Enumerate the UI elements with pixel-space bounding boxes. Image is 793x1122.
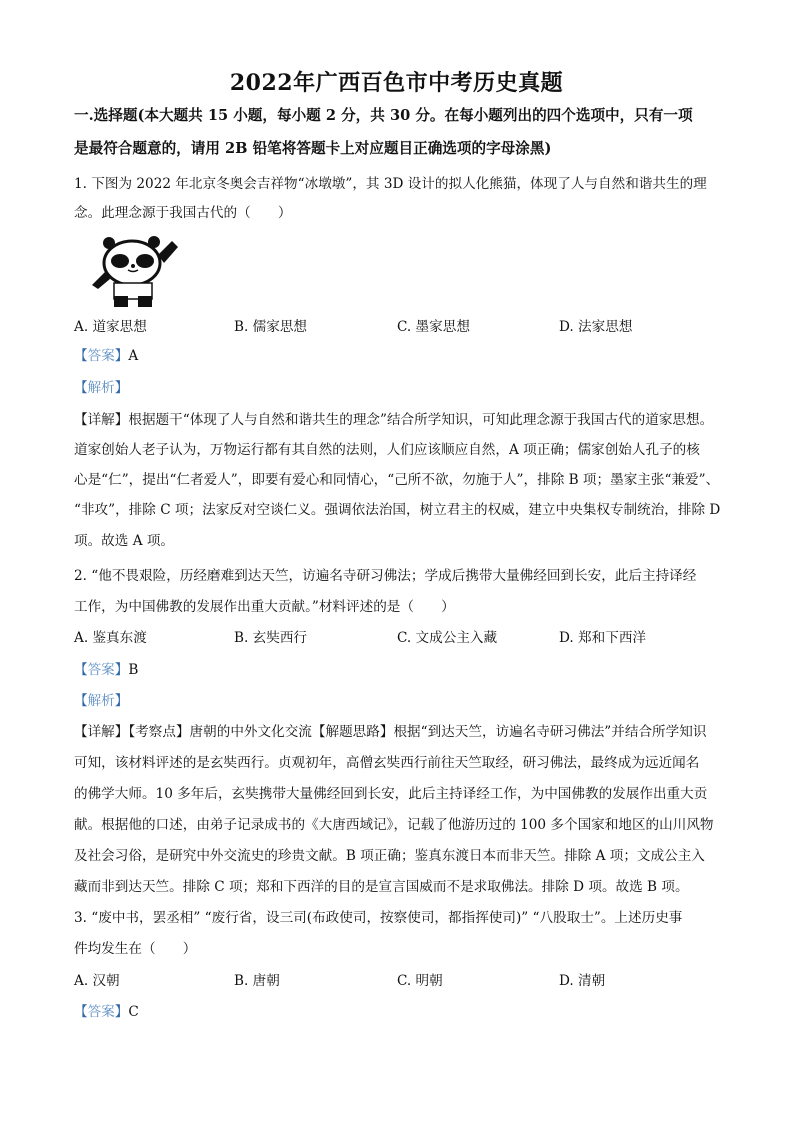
question-3-stem-line-2: 件均发生在（ ） — [74, 941, 197, 957]
question-2-analysis-heading — [74, 691, 734, 711]
question-2-option-d: D. 郑和下西洋 — [559, 630, 647, 646]
question-3-answer — [74, 1002, 734, 1022]
question-1-option-d: D. 法家思想 — [559, 319, 633, 335]
question-1-stem-line-2: 念。此理念源于我国古代的（ ） — [74, 205, 292, 221]
analysis-tag: 【解析】 — [74, 380, 129, 396]
question-3-stem-line-1: 3. “废中书，罢丞相” “废行省，设三司(布政使司，按察使司，都指挥使司)” “八股取士”。上述历史事 — [74, 910, 683, 926]
question-2-answer — [74, 660, 734, 680]
question-1-answer — [74, 346, 734, 366]
answer-tag: 【答案】 — [74, 348, 129, 364]
question-2-option-a: A. 鉴真东渡 — [74, 630, 147, 646]
question-1-detail-line-2: 道家创始人老子认为，万物运行都有其自然的法则，人们应该顺应自然，A 项正确；儒家创始人孔子的核 — [74, 442, 700, 458]
question-1-option-c: C. 墨家思想 — [397, 319, 470, 335]
answer-value: C — [128, 1004, 139, 1020]
question-1-option-b: B. 儒家思想 — [234, 319, 308, 335]
answer-tag: 【答案】 — [74, 662, 129, 678]
panda-mascot-image — [84, 233, 184, 308]
question-2-detail-line-6: 藏而非到达天竺。排除 C 项；郑和下西洋的目的是宣言国威而不是求取佛法。排除 D 项。故选 B 项。 — [74, 879, 689, 895]
question-2-option-b: B. 玄奘西行 — [234, 630, 308, 646]
answer-value: B — [128, 662, 139, 678]
question-3-option-a: A. 汉朝 — [74, 973, 120, 989]
question-1-stem-line-1: 1. 下图为 2022 年北京冬奥会吉祥物“冰墩墩”，其 3D 设计的拟人化熊猫，体现了人与自然和谐共生的理 — [74, 176, 707, 192]
question-1-detail-line-1: 【详解】根据题干“体现了人与自然和谐共生的理念”结合所学知识，可知此理念源于我国古代的道家思想。 — [74, 412, 714, 428]
question-2-detail-line-4: 献。根据他的口述，由弟子记录成书的《大唐西域记》，记载了他游历过的 100 多个国家和地区的山川风物 — [74, 817, 714, 833]
question-1-detail-line-4: “非攻”，排除 C 项；法家反对空谈仁义。强调依法治国，树立君主的权威，建立中央集权专制统治，排除 D — [74, 502, 721, 518]
question-2-detail-line-1: 【详解】【考察点】唐朝的中外文化交流【解题思路】根据“到达天竺，访遍名寺研习佛法”并结合所学知识 — [74, 724, 707, 740]
page-title: 2022年广西百色市中考历史真题 — [229, 70, 564, 96]
question-1-detail-line-3: 心是“仁”，提出“仁者爱人”，即要有爱心和同情心，“己所不欲，勿施于人”，排除 B 项；墨家主张“兼爱”、 — [74, 472, 720, 488]
question-2-option-c: C. 文成公主入藏 — [397, 630, 498, 646]
question-2-detail-line-5: 及社会习俗，是研究中外交流史的珍贵文献。B 项正确；鉴真东渡日本而非天竺。排除 A 项；文成公主入 — [74, 848, 705, 864]
question-1-option-a: A. 道家思想 — [74, 319, 147, 335]
question-2-detail-line-3: 的佛学大师。10 多年后，玄奘携带大量佛经回到长安，此后主持译经工作，为中国佛教的发展作出重大贡 — [74, 786, 708, 802]
question-3-option-b: B. 唐朝 — [234, 973, 280, 989]
section-instructions-line-2: 是最符合题意的，请用 2B 铅笔将答题卡上对应题目正确选项的字母涂黑) — [74, 140, 552, 157]
question-1-analysis-heading — [74, 378, 734, 398]
analysis-tag: 【解析】 — [74, 693, 129, 709]
section-instructions-line-1: 一.选择题(本大题共 15 小题，每小题 2 分，共 30 分。在每小题列出的四个选项中，只有一项 — [74, 107, 693, 124]
question-1-detail-line-5: 项。故选 A 项。 — [74, 533, 175, 549]
answer-value: A — [128, 348, 139, 364]
question-2-detail-line-2: 可知，该材料评述的是玄奘西行。贞观初年，高僧玄奘西行前往天竺取经，研习佛法，最终成为远近闻名 — [74, 755, 700, 771]
answer-tag: 【答案】 — [74, 1004, 129, 1020]
question-2-stem-line-2: 工作，为中国佛教的发展作出重大贡献。”材料评述的是（ ） — [74, 599, 455, 615]
question-3-option-d: D. 清朝 — [559, 973, 606, 989]
question-2-stem-line-1: 2. “他不畏艰险，历经磨难到达天竺，访遍名寺研习佛法；学成后携带大量佛经回到长安，此后主持译经 — [74, 568, 697, 584]
question-3-option-c: C. 明朝 — [397, 973, 443, 989]
